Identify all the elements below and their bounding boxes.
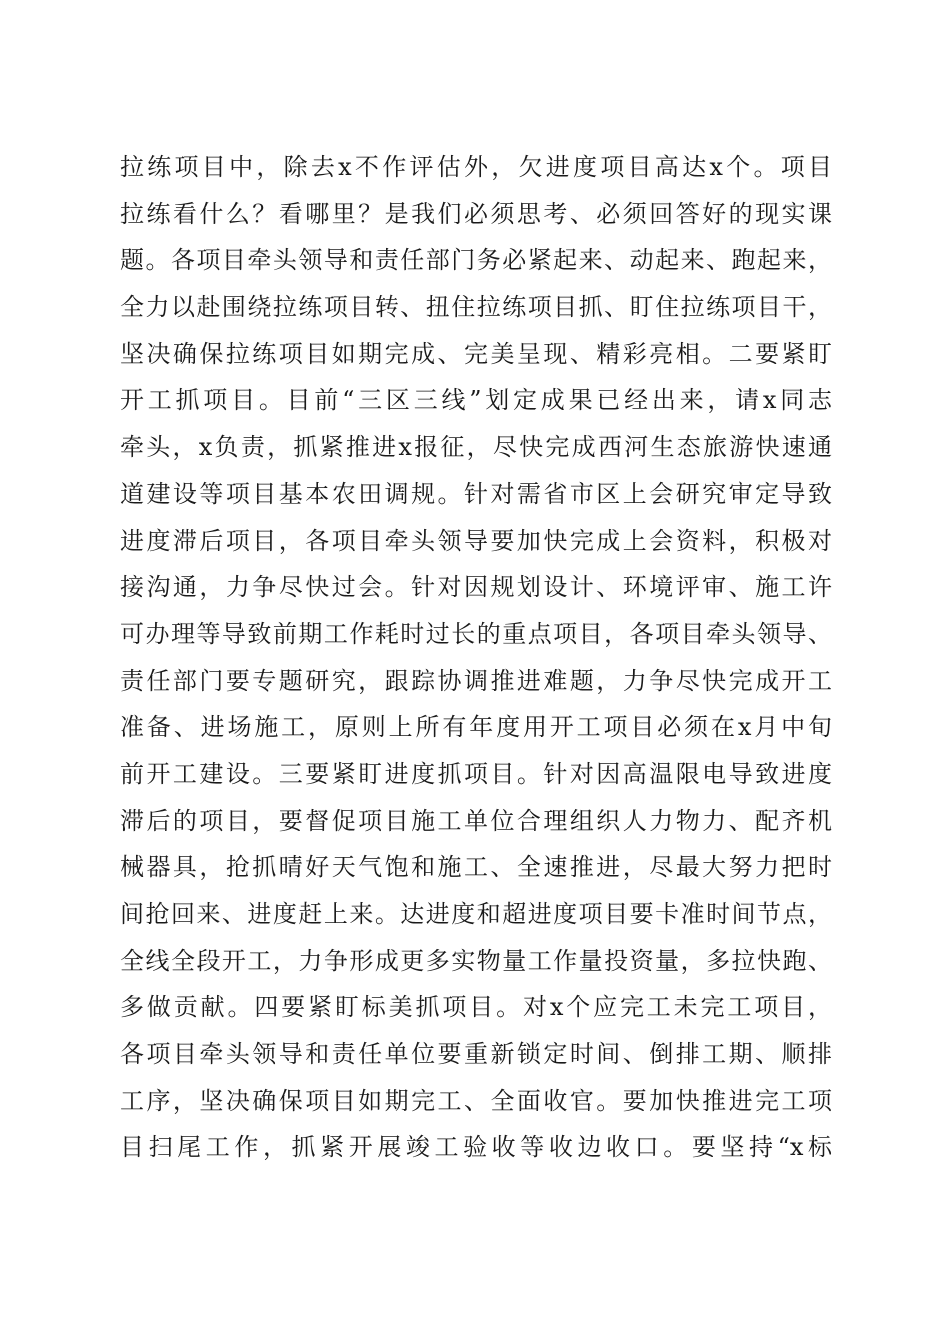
text-line: 准备、进场施工，原则上所有年度用开工项目必须在x月中旬 (120, 713, 832, 742)
text-line: 坚决确保拉练项目如期完成、完美呈现、精彩亮相。二要紧盯 (120, 339, 832, 368)
text-line: 进度滞后项目，各项目牵头领导要加快完成上会资料，积极对 (120, 526, 832, 555)
text-line: 滞后的项目，要督促项目施工单位合理组织人力物力、配齐机 (120, 806, 832, 835)
text-line: 接沟通，力争尽快过会。针对因规划设计、环境评审、施工许 (120, 573, 832, 602)
text-line: 拉练项目中，除去x不作评估外，欠进度项目高达x个。项目 (120, 153, 832, 181)
text-line: 全力以赴围绕拉练项目转、扭住拉练项目抓、盯住拉练项目干， (120, 293, 832, 322)
text-line: 开工抓项目。目前“三区三线”划定成果已经出来，请x同志 (120, 386, 832, 415)
text-line: 道建设等项目基本农田调规。针对需省市区上会研究审定导致 (120, 479, 832, 508)
text-line: 题。各项目牵头领导和责任部门务必紧起来、动起来、跑起来， (120, 246, 832, 275)
text-line: 多做贡献。四要紧盯标美抓项目。对x个应完工未完工项目， (120, 993, 832, 1022)
text-line: 牵头，x负责，抓紧推进x报征，尽快完成西河生态旅游快速通 (120, 433, 832, 462)
text-line: 工序，坚决确保项目如期完工、全面收官。要加快推进完工项 (120, 1086, 832, 1115)
text-line: 责任部门要专题研究，跟踪协调推进难题，力争尽快完成开工 (120, 666, 832, 695)
text-line: 械器具，抢抓晴好天气饱和施工、全速推进，尽最大努力把时 (120, 853, 832, 882)
text-line: 间抢回来、进度赶上来。达进度和超进度项目要卡准时间节点， (120, 900, 832, 928)
text-line: 可办理等导致前期工作耗时过长的重点项目，各项目牵头领导、 (120, 619, 832, 648)
text-line: 全线全段开工，力争形成更多实物量工作量投资量，多拉快跑、 (120, 946, 832, 975)
text-line: 目扫尾工作，抓紧开展竣工验收等收边收口。要坚持“x标 (120, 1133, 832, 1162)
text-line: 拉练看什么？看哪里？是我们必须思考、必须回答好的现实课 (120, 199, 832, 228)
text-line: 前开工建设。三要紧盯进度抓项目。针对因高温限电导致进度 (120, 759, 832, 788)
text-line: 各项目牵头领导和责任单位要重新锁定时间、倒排工期、顺排 (120, 1040, 832, 1069)
document-body (120, 144, 832, 1171)
